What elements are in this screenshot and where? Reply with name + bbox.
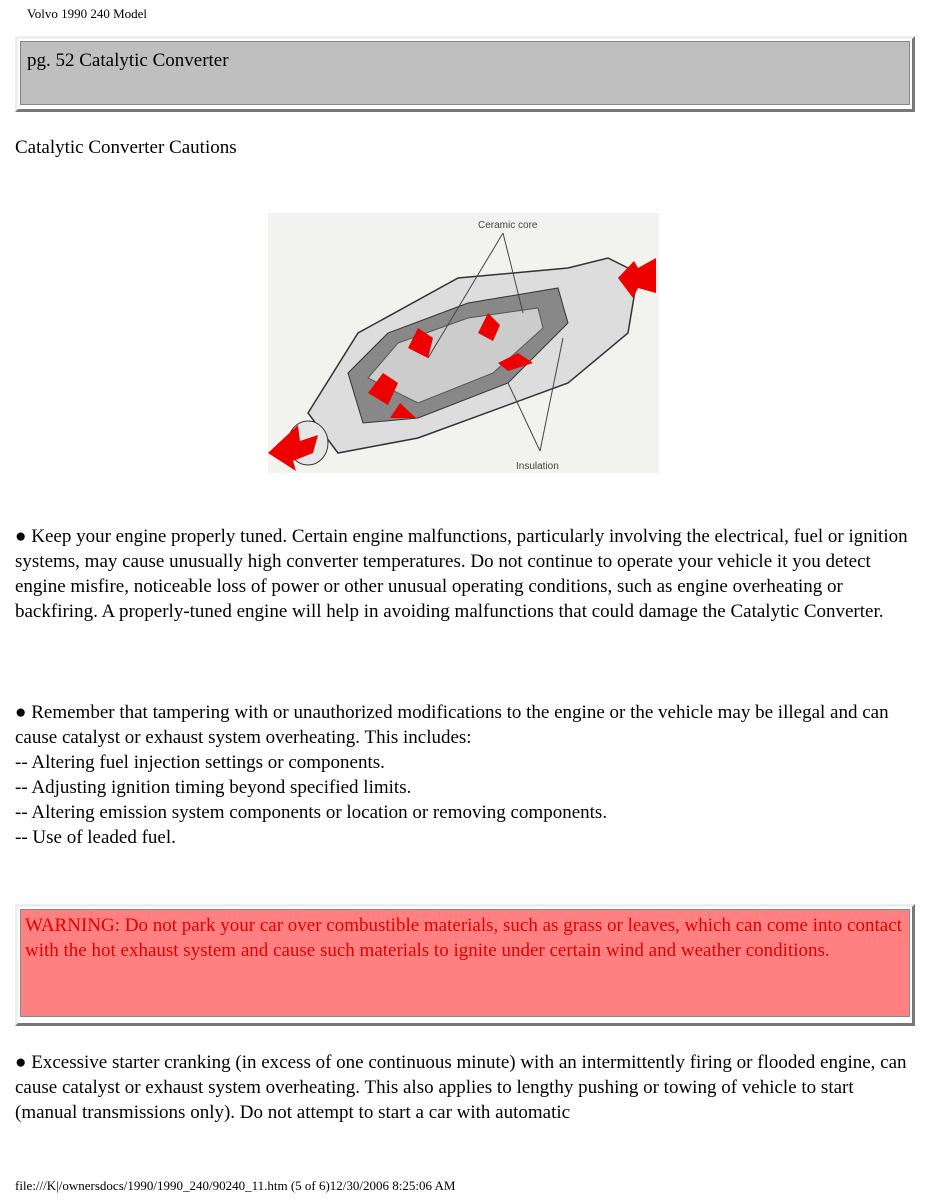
- catalytic-converter-diagram: [268, 213, 659, 473]
- list-item: -- Adjusting ignition timing beyond specified limits.: [15, 777, 412, 798]
- page-title: pg. 52 Catalytic Converter: [20, 41, 910, 105]
- list-item: -- Use of leaded fuel.: [15, 827, 176, 848]
- paragraph-tampering: [15, 700, 910, 850]
- list-item: -- Altering emission system components or location or removing components.: [15, 802, 608, 823]
- label-ceramic-core: Ceramic core: [478, 220, 538, 231]
- title-box: [15, 36, 915, 112]
- paragraph-line: ● Remember that tampering with or unauthorized modifications to the engine or the vehicle may be illegal and can cause catalyst or exhaust system overheating. This includes:: [15, 702, 889, 748]
- paragraph-starter-cranking: ● Excessive starter cranking (in excess of one continuous minute) with an intermittently firing or flooded engine, can cause catalyst or exhaust system overheating. This also applies to lengthy pushing or towing of vehicle to start (manual transmissions only). Do not attempt to start a car with automatic: [15, 1052, 907, 1123]
- warning-box: [15, 904, 915, 1026]
- document-header: Volvo 1990 240 Model: [27, 6, 148, 21]
- paragraph-engine-tuning: ● Keep your engine properly tuned. Certain engine malfunctions, particularly involving the electrical, fuel or ignition systems, may cause unusually high converter temperatures. Do not continue to operate your vehicle it you detect engine misfire, noticeable loss of power or other unusual operating conditions, such as engine overheating or backfiring. A properly-tuned engine will help in avoiding malfunctions that could damage the Catalytic Converter.: [15, 526, 908, 622]
- label-insulation: Insulation: [516, 461, 559, 472]
- warning-text: WARNING: Do not park your car over combustible materials, such as grass or leaves, which can come into contact with the hot exhaust system and cause such materials to ignite under certain wind and weather conditions.: [20, 909, 910, 1017]
- section-heading: Catalytic Converter Cautions: [15, 137, 237, 158]
- list-item: -- Altering fuel injection settings or components.: [15, 752, 385, 773]
- document-footer: file:///K|/ownersdocs/1990/1990_240/90240_11.htm (5 of 6)12/30/2006 8:25:06 AM: [15, 1178, 456, 1193]
